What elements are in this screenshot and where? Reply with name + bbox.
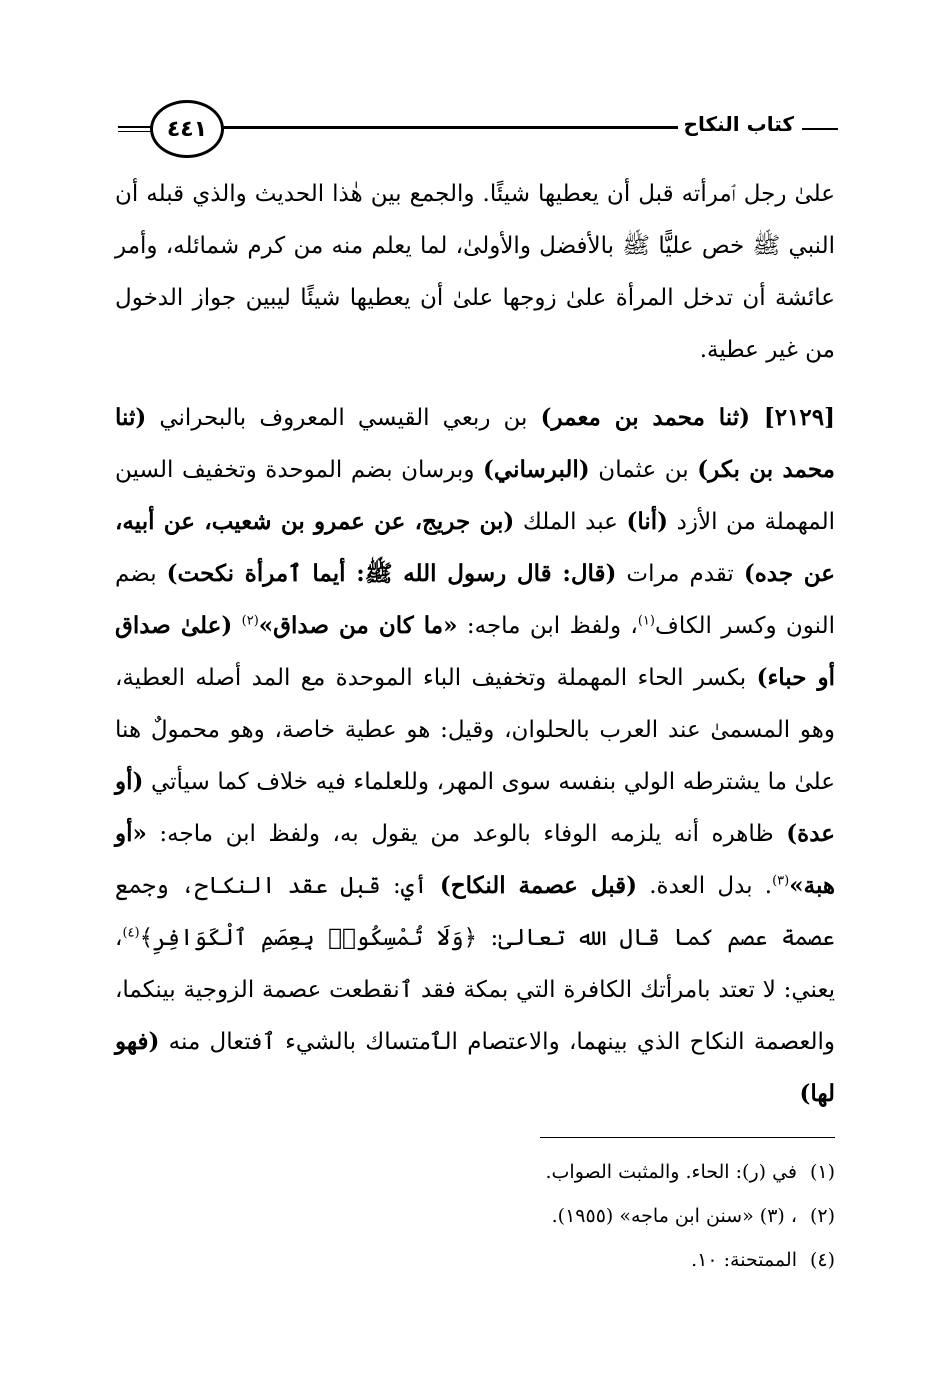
commentary-text: عبد الملك: [514, 509, 627, 535]
commentary-text: . بدل العدة.: [637, 873, 773, 899]
main-text: [115, 168, 835, 1120]
footnote-item: [115, 1238, 835, 1282]
footnote-item: [115, 1194, 835, 1238]
chain-segment: (أنا): [626, 508, 669, 535]
footnotes: [115, 1150, 835, 1282]
hadith-text: (علىٰ صداق أو حباء): [115, 612, 835, 691]
chain-segment: (البرساني): [483, 456, 590, 483]
commentary-text: وبرسان بضم الموحدة وتخفيف السين المهملة من الأزد: [115, 457, 836, 535]
footnote-number: (٤): [809, 1249, 835, 1271]
footnote-marker: (٤): [122, 925, 140, 941]
quoted-variant: «ما كان من صداق»: [258, 612, 458, 639]
page-header: [118, 100, 838, 160]
commentary-text: ظاهره أنه يلزمه الوفاء بالوعد من يقول به، ولفظ ابن ماجه:: [146, 821, 787, 847]
hadith-text: (قال: قال رسول الله ﷺ: أيما ٱمرأة نكحت): [166, 560, 617, 587]
footnote-text: في (ر): الحاء. والمثبت الصواب.: [545, 1161, 797, 1183]
commentary-text: بضم النون وكسر الكاف: [115, 561, 836, 639]
footnote-marker: (١): [637, 613, 655, 629]
footnote-number: (١): [809, 1161, 835, 1183]
hadith-text: (قبل عصمة النكاح): [439, 872, 638, 899]
hadith-number-chain: [٢١٢٩] (ثنا محمد بن معمر): [540, 404, 836, 431]
footnote-text: ، (٣) «سنن ابن ماجه» (١٩٥٥).: [551, 1205, 797, 1227]
page-number: ٤٤١: [150, 100, 224, 158]
commentary-text: ، يعني: لا تعتد بامرأتك الكافرة التي بمكة فقد ٱنقطعت عصمة الزوجية بينكما، والعصمة النكاح الذي بينهما، والاعتصام الٱمتساك بالشيء ٱفتعال منه: [115, 925, 835, 1055]
hadith-text: (فهو لها): [115, 1028, 835, 1107]
commentary-text: ، ولفظ ابن ماجه:: [457, 613, 638, 639]
footnote-marker: (٢): [241, 613, 259, 629]
paragraph-commentary-end: علىٰ رجل ٱمرأته قبل أن يعطيها شيئًا. والجمع بين هٰذا الحديث والذي قبله أن النبي ﷺ خص عليًّا ﷺ بالأفضل والأولىٰ، لما يعلم منه من كرم شمائله، وأمر عائشة أن تدخل المرأة علىٰ زوجها علىٰ أن يعطيها شيئًا ليبين جواز الدخول من غير عطية.: [115, 181, 835, 363]
commentary-text: بن ربعي القيسي المعروف بالبحراني: [146, 405, 541, 431]
footnote-number: (٢): [809, 1205, 835, 1227]
header-rule-left-thin: [118, 131, 153, 132]
quoted-variant: «أو هبة»: [115, 820, 836, 899]
commentary-text: بن عثمان: [589, 457, 698, 483]
header-rule-right: [802, 128, 838, 130]
chain-segment: (بن جريج، عن عمرو بن شعيب، عن أبيه، عن جده): [115, 508, 836, 587]
spacer-text: [232, 613, 241, 639]
commentary-text: بكسر الحاء المهملة وتخفيف الباء الموحدة مع المد أصله العطية، وهو المسمىٰ عند العرب بالحلوان، وقيل: هو عطية خاصة، وهو محمولٌ هنا علىٰ ما يشترطه الولي بنفسه سوى المهر، وللعلماء فيه خلاف كما سيأتي: [115, 665, 835, 795]
header-rule-left: [118, 126, 153, 128]
footnote-marker: (٣): [772, 873, 790, 889]
footnote-separator: [540, 1137, 835, 1138]
commentary-text: أي: قبل عقد النكاح، وجمع عصمة عصم كما قال الله تعالىٰ: ﴿وَلَا تُمْسِكُوا۟ بِعِصَمِ ٱلْكَوَافِرِ﴾: [115, 873, 835, 951]
hadith-text: (أو عدة): [115, 768, 835, 847]
footnote-item: [115, 1150, 835, 1194]
chain-segment: (ثنا محمد بن بكر): [115, 404, 835, 483]
commentary-text: تقدم مرات: [616, 561, 744, 587]
paragraph-hadith-2129: [115, 392, 835, 1120]
footnote-text: الممتحنة: ١٠.: [691, 1249, 797, 1271]
running-title: كتاب النكاح: [678, 112, 800, 136]
